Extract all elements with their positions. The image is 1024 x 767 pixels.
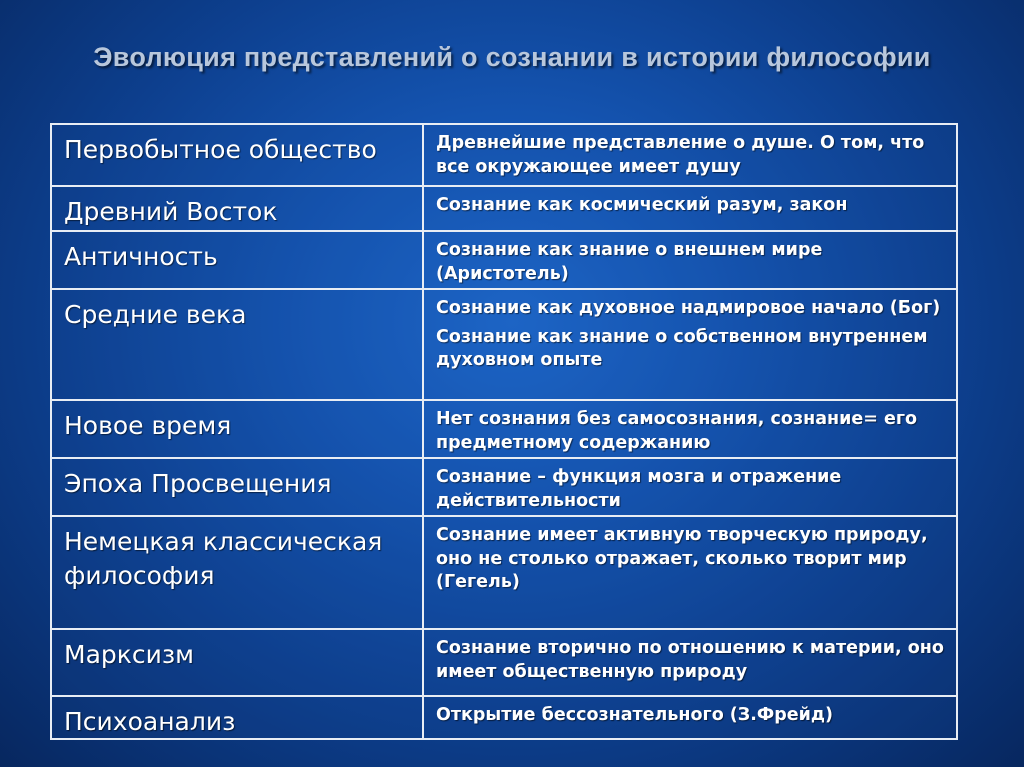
period-cell: Эпоха Просвещения [52, 459, 424, 515]
view-cell [424, 697, 956, 738]
view-text: Сознание как знание о собственном внутреннем духовном опыте [436, 326, 928, 370]
table-row [52, 695, 956, 738]
view-text: Сознание как космический разум, закон [436, 195, 848, 215]
view-text: Сознание имеет активную творческую природу, оно не столько отражает, сколько творит мир (Гегель) [436, 525, 928, 592]
table-row [52, 185, 956, 230]
table-row [52, 288, 956, 399]
table-row [52, 125, 956, 185]
view-text: Сознание вторично по отношению к материи, оно имеет общественную природу [436, 638, 944, 682]
period-cell: Античность [52, 232, 424, 288]
table-row [52, 230, 956, 288]
view-cell [424, 125, 956, 185]
view-cell [424, 630, 956, 695]
view-cell [424, 459, 956, 515]
view-cell [424, 187, 956, 230]
view-text: Нет сознания без самосознания, сознание= его предметному содержанию [436, 409, 918, 453]
period-cell: Первобытное общество [52, 125, 424, 185]
period-cell: Немецкая классическая философия [52, 517, 424, 628]
period-cell: Новое время [52, 401, 424, 457]
period-cell: Психоанализ [52, 697, 424, 738]
period-cell: Средние века [52, 290, 424, 399]
philosophy-table [50, 123, 958, 740]
view-cell [424, 401, 956, 457]
period-cell: Марксизм [52, 630, 424, 695]
view-cell [424, 517, 956, 628]
view-text: Сознание – функция мозга и отражение действительности [436, 467, 842, 511]
table-row [52, 515, 956, 628]
view-cell [424, 232, 956, 288]
table-row [52, 457, 956, 515]
view-cell [424, 290, 956, 399]
period-cell: Древний Восток [52, 187, 424, 230]
slide-title: Эволюция представлений о сознании в истории философии [93, 42, 931, 72]
view-text: Сознание как знание о внешнем мире (Аристотель) [436, 240, 823, 284]
table-row [52, 399, 956, 457]
view-text: Сознание как духовное надмировое начало (Бог) [436, 298, 941, 318]
table-row [52, 628, 956, 695]
view-text: Древнейшие представление о душе. О том, что все окружающее имеет душу [436, 133, 925, 177]
view-text: Открытие бессознательного (З.Фрейд) [436, 705, 834, 725]
